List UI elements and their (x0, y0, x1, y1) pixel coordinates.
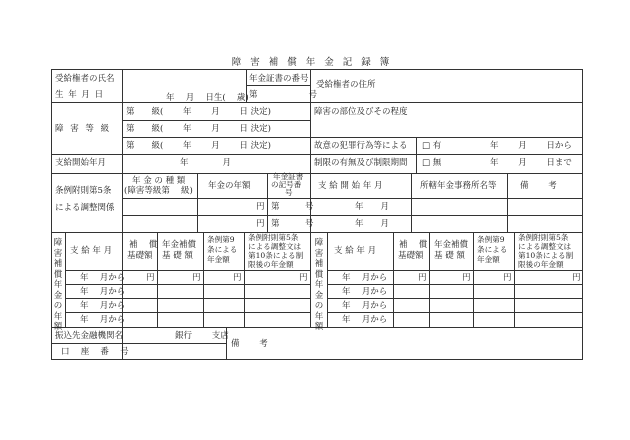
sup-header-3: 第10条による制 (518, 251, 574, 260)
rule (327, 232, 328, 328)
rule (246, 85, 310, 86)
recipient-name-label: 受給権者の氏名 (55, 74, 115, 84)
pension-kind-label: 年 金 の 種 類 (132, 176, 186, 186)
rule (51, 343, 226, 344)
yen-unit: 円 (462, 273, 471, 283)
restriction-yes: □ 有 (422, 141, 442, 151)
pension-kind-grade: (障害等級第 級) (124, 186, 193, 196)
intent-label-2: 制限の有無及び制限期間 (314, 158, 408, 168)
pension-basic-header-1: 年金補償 (434, 240, 469, 250)
restriction-yes-period: 年 月 日から (490, 141, 572, 151)
start-month-value: 年 月 (180, 158, 232, 168)
basic-header-2: 基礎額 (398, 251, 424, 261)
yen-unit: 円 (299, 273, 308, 283)
dob-value: 年 月 日生( 歳) (166, 93, 249, 103)
rule (122, 215, 583, 216)
sup-header-4: 限後の年金額 (248, 260, 294, 269)
vertical-header-right: 障害補償年金の年額 (314, 238, 324, 332)
adjustment-label-2: による調整関係 (55, 203, 115, 213)
row-from: 年 月から (342, 287, 388, 297)
address-label: 受給権者の住所 (316, 80, 376, 90)
page-title: 障害補償年金記録簿 (231, 57, 399, 68)
rule (267, 173, 268, 233)
restriction-no-period: 年 月 日まで (490, 158, 572, 168)
rule (203, 232, 204, 328)
art9-header-1: 条例第9 (207, 235, 235, 244)
rule (429, 232, 430, 328)
remarks-label: 備 考 (520, 181, 557, 191)
art9-header-1: 条例第9 (477, 235, 505, 244)
row-from: 年 月から (80, 273, 126, 283)
rule (416, 137, 417, 174)
bank-label: 振込先金融機関名 (55, 331, 124, 341)
pension-basic-header-2: 基 礎 額 (434, 251, 465, 261)
injury-part-label: 障害の部位及びその程度 (314, 107, 408, 117)
yen-unit: 円 (418, 273, 427, 283)
art9-header-2: 条による (207, 245, 238, 254)
rule (122, 173, 123, 233)
art9-header-2: 条による (477, 245, 508, 254)
row-from: 年 月から (342, 301, 388, 311)
yen-unit: 円 (233, 273, 242, 283)
pension-basic-header-1: 年金補償 (162, 240, 197, 250)
ym-value: 年 月 (355, 202, 390, 212)
pension-office-label: 所轄年金事務所名等 (420, 181, 497, 191)
pay-ym-header: 支 給 年 月 (334, 246, 377, 256)
grade-row: 第 級( 年 月 日 決定) (126, 124, 271, 134)
rule (122, 154, 123, 174)
grade-row: 第 級( 年 月 日 決定) (126, 141, 271, 151)
rule (411, 173, 412, 233)
row-from: 年 月から (80, 287, 126, 297)
pension-basic-header-2: 基 礎 額 (162, 251, 193, 261)
cert-number-label: 年金証書の番号 (249, 74, 309, 84)
rule (65, 284, 310, 285)
pay-ym-header: 支 給 年 月 (70, 246, 113, 256)
rule (473, 232, 474, 328)
rule (393, 232, 394, 328)
cert-code-label-1: 年金証書 (273, 172, 304, 181)
yen-unit: 円 (256, 202, 265, 212)
ym-value: 年 月 (355, 219, 390, 229)
rule (65, 270, 310, 271)
frame-left (51, 69, 52, 360)
rule (51, 102, 583, 103)
payment-start-label: 支 給 開 始 年 月 (318, 181, 383, 191)
rule (244, 232, 245, 328)
rule (310, 102, 311, 174)
cert-code-label-3: 号 (285, 188, 293, 197)
rule (122, 120, 310, 121)
cert-no-value: 第 号 (271, 202, 314, 212)
sup-header-4: 限後の年金額 (518, 260, 564, 269)
basic-header-2: 基礎額 (127, 251, 153, 261)
start-month-label: 支給開始年月 (55, 158, 107, 168)
rule (51, 154, 583, 155)
cert-no-value: 第 号 (271, 219, 314, 229)
rule (122, 69, 123, 103)
disability-grade-label: 障 害 等 級 (55, 124, 112, 134)
rule (507, 173, 508, 233)
annual-amount-label: 年金の年額 (208, 181, 251, 191)
bank-value: 銀行 支店 (175, 331, 229, 341)
rule (327, 284, 583, 285)
rule (197, 173, 198, 233)
rule (327, 312, 583, 313)
rule (310, 232, 311, 328)
vertical-header-left: 障害補償年金の年額 (53, 238, 63, 332)
restriction-no: □ 無 (422, 158, 442, 168)
bottom-remarks-label: 備 考 (231, 339, 268, 349)
rule (122, 137, 310, 138)
rule (65, 312, 310, 313)
account-label: 口 座 番 号 (61, 347, 129, 357)
grade-row: 第 級( 年 月 日 決定) (126, 107, 271, 117)
rule (327, 298, 583, 299)
rule (65, 298, 310, 299)
intent-label-1: 故意の犯罪行為等による (314, 141, 408, 151)
yen-unit: 円 (192, 273, 201, 283)
cert-code-label-2: の記号番 (271, 180, 302, 189)
adjustment-label-1: 条例附則第5条 (55, 186, 112, 196)
sup-header-2: による調整文は (248, 242, 302, 251)
rule (514, 232, 515, 328)
sup-header-1: 条例附則第5条 (248, 233, 299, 242)
rule (327, 270, 583, 271)
row-from: 年 月から (342, 315, 388, 325)
rule (65, 232, 66, 328)
row-from: 年 月から (342, 273, 388, 283)
yen-unit: 円 (146, 273, 155, 283)
basic-header-1: 補 償 (129, 240, 158, 250)
yen-unit: 円 (256, 219, 265, 229)
rule (51, 232, 583, 233)
sup-header-3: 第10条による制 (248, 251, 304, 260)
sup-header-2: による調整文は (518, 242, 572, 251)
rule (310, 137, 583, 138)
sup-header-1: 条例附則第5条 (518, 233, 569, 242)
yen-unit: 円 (503, 273, 512, 283)
art9-header-3: 年金額 (207, 255, 230, 264)
dob-label: 生 年 月 日 (55, 90, 105, 100)
yen-unit: 円 (572, 273, 581, 283)
frame-bottom (51, 359, 583, 360)
rule (51, 173, 583, 174)
cert-number-value: 第 号 (249, 90, 318, 100)
art9-header-3: 年金額 (477, 255, 500, 264)
row-from: 年 月から (80, 315, 126, 325)
basic-header-1: 補 償 (399, 240, 428, 250)
frame-top (51, 69, 583, 70)
rule (122, 198, 583, 199)
row-from: 年 月から (80, 301, 126, 311)
